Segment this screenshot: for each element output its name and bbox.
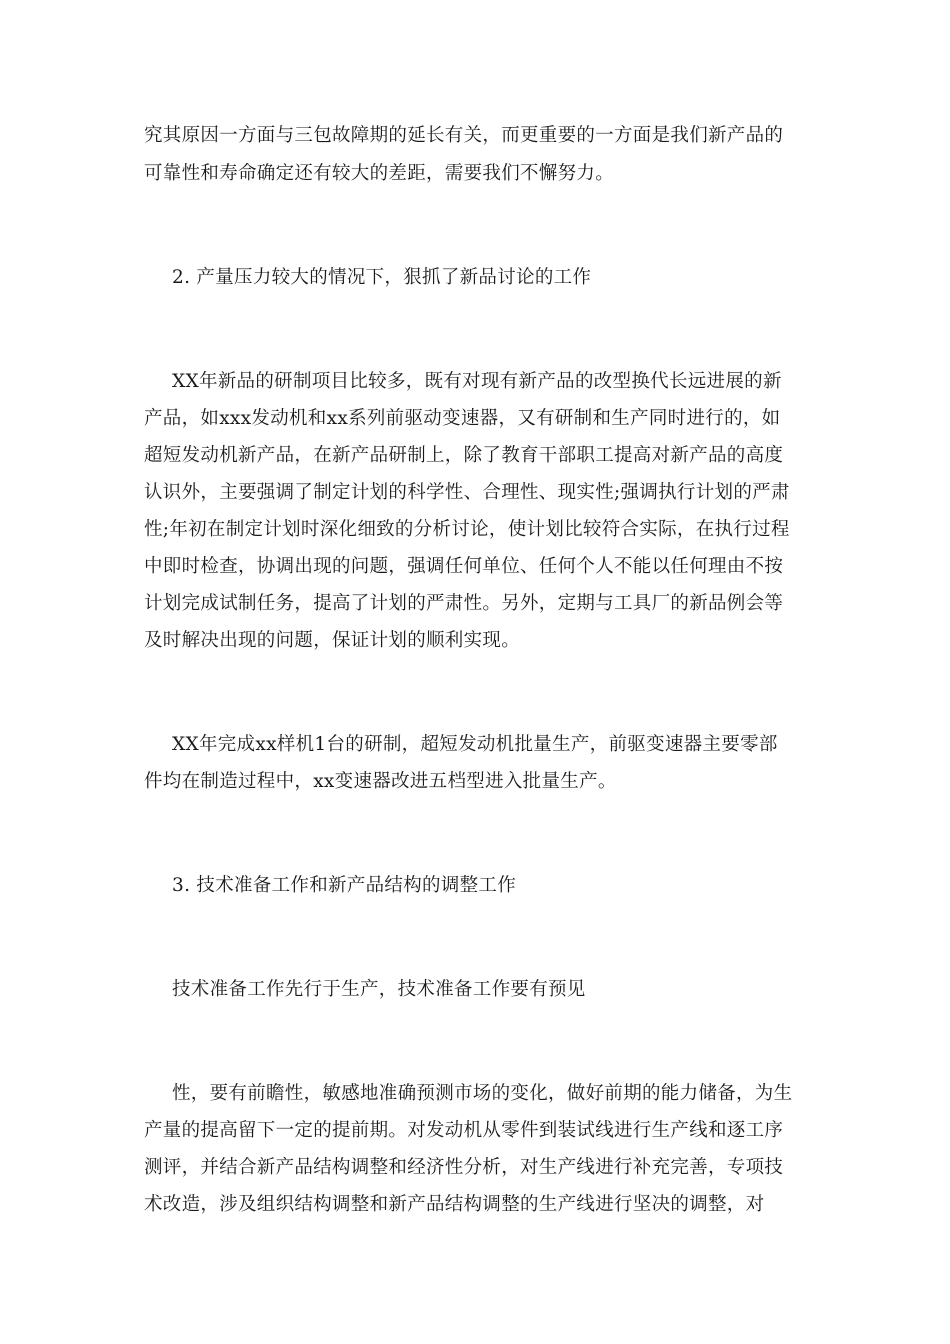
section-heading-3: 3. 技术准备工作和新产品结构的调整工作	[172, 875, 517, 896]
paragraph-5-line-1: 性，要有前瞻性，敏感地准确预测市场的变化，做好前期的能力储备，为生	[172, 1083, 793, 1104]
paragraph-2-line-4: 认识外，主要强调了制定计划的科学性、合理性、现实性;强调执行计划的严肃	[144, 482, 790, 503]
paragraph-2-line-8: 及时解决出现的问题，保证计划的顺利实现。	[144, 630, 521, 651]
paragraph-1-line-2: 可靠性和寿命确定还有较大的差距，需要我们不懈努力。	[144, 163, 615, 184]
paragraph-2-line-7: 计划完成试制任务，提高了计划的严肃性。另外，定期与工具厂的新品例会等	[144, 593, 784, 614]
paragraph-5-line-2: 产量的提高留下一定的提前期。对发动机从零件到装试线进行生产线和逐工序	[144, 1120, 784, 1141]
paragraph-5-line-3: 测评，并结合新产品结构调整和经济性分析，对生产线进行补充完善，专项技	[144, 1157, 784, 1178]
paragraph-2-line-5: 性;年初在制定计划时深化细致的分析讨论，使计划比较符合实际，在执行过程	[144, 519, 790, 540]
section-heading-2: 2. 产量压力较大的情况下，狠抓了新品讨论的工作	[172, 267, 592, 288]
paragraph-5-line-4: 术改造，涉及组织结构调整和新产品结构调整的生产线进行坚决的调整，对	[144, 1194, 765, 1215]
paragraph-2-line-6: 中即时检查，协调出现的问题，强调任何单位、任何个人不能以任何理由不按	[144, 556, 784, 577]
paragraph-4-line-1: 技术准备工作先行于生产，技术准备工作要有预见	[172, 979, 586, 1000]
paragraph-2-line-1: XX年新品的研制项目比较多，既有对现有新产品的改型换代长远进展的新	[172, 371, 782, 392]
paragraph-2-line-3: 超短发动机新产品，在新产品研制上，除了教育干部职工提高对新产品的高度	[144, 445, 784, 466]
paragraph-3-line-2: 件均在制造过程中，xx变速器改进五档型进入批量生产。	[144, 771, 617, 792]
paragraph-1-line-1: 究其原因一方面与三包故障期的延长有关，而更重要的一方面是我们新产品的	[144, 125, 784, 146]
paragraph-2-line-2: 产品，如xxx发动机和xx系列前驱动变速器，又有研制和生产同时进行的，如	[144, 408, 781, 429]
paragraph-3-line-1: XX年完成xx样机1台的研制，超短发动机批量生产，前驱变速器主要零部	[172, 734, 778, 755]
